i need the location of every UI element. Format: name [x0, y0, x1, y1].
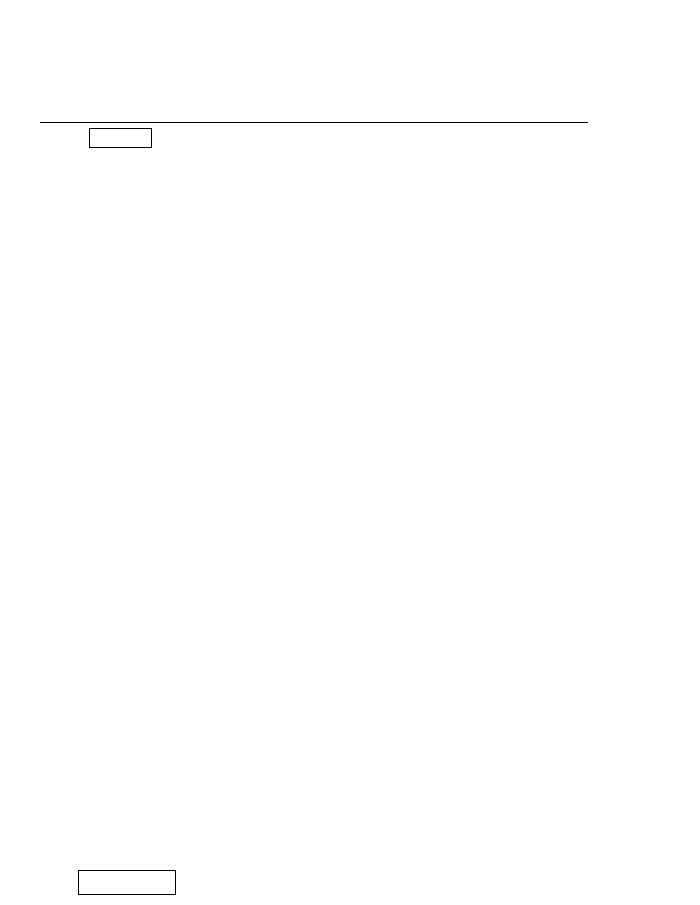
zim-logo-stars	[33, 26, 93, 56]
notice-lines	[33, 561, 38, 632]
bl-number-field	[78, 870, 176, 895]
container-number-redaction	[89, 128, 152, 148]
header-rule	[40, 122, 588, 123]
